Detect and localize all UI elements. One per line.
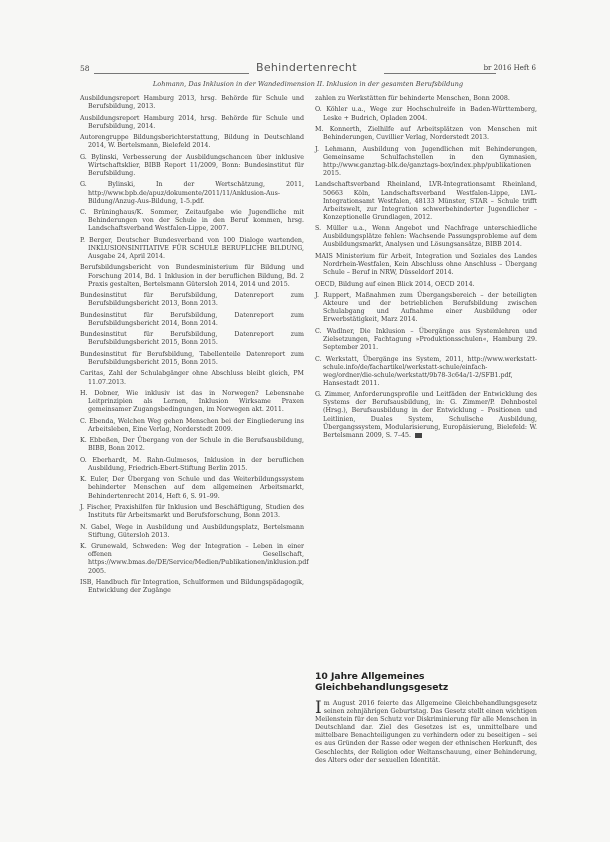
reference-entry: Caritas, Zahl der Schulabgänger ohne Abschluss bleibt gleich, PM 11.07.2013.	[80, 370, 304, 386]
reference-entry: Ausbildungsreport Hamburg 2014, hrsg. Behörde für Schule und Berufsbildung, 2014.	[80, 114, 304, 130]
reference-entry: K. Ebbeßen, Der Übergang von der Schule in die Berufsausbildung, BIBB, Bonn 2012.	[80, 437, 304, 453]
reference-entry: N. Gabel, Wege in Ausbildung und Ausbildungsplatz, Bertelsmann Stiftung, Gütersloh 2013.	[80, 523, 304, 539]
reference-entry: Bundesinstitut für Berufsbildung, Tabellenteile Datenreport zum Berufsbildungsbericht 2015, Bonn 2015.	[80, 350, 304, 366]
reference-entry: H. Dobner, Wie inklusiv ist das in Norwegen? Lebensnahe Leitprinzipien als Lernen, Inklusion Wirksame Praxen gemeinsamer Zugangsbedingungen, im Norwegen akt. 2011.	[80, 389, 304, 414]
end-of-article-marker	[415, 433, 422, 438]
reference-entry: O. Eberhardt, M. Rahn-Gulmesos, Inklusion in der beruflichen Ausbildung, Friedrich-Ebert-Stiftung Berlin 2015.	[80, 456, 304, 472]
header-rule-right	[384, 73, 496, 74]
reference-entry: C. Ebenda, Welchen Weg gehen Menschen bei der Eingliederung ins Arbeitsleben, Eine Verlag, Norderstedt 2009.	[80, 417, 304, 433]
reference-entry: P. Berger, Deutscher Bundesverband von 100 Dialoge wartenden, INKLUSIONSINITIATIVE FÜR SCHULE BERUFLICHE BILDUNG, Ausgabe 24, April 2014.	[80, 236, 304, 260]
right-reference-column	[315, 95, 537, 443]
reference-entry: G. Zimmer, Anforderungsprofile und Leitfäden der Entwicklung des Systems der Berufsausbildung, in: G. Zimmer/P. Dehnbostel (Hrsg.), Berufsausbildung in der Entwicklung – Positionen und Leitlinien, Duales System, Schulische Ausbildung, Übergangssystem, Modularisierung, Europäisierung, Bielefeld: W. Bertelsmann 2009, S. 7–45.	[315, 391, 537, 439]
reference-entry: M. Konnerth, Zielhilfe auf Arbeitsplätzen von Menschen mit Behinderungen, Cuvillier Verlag, Norderstedt 2013.	[315, 126, 537, 142]
reference-entry: Landschaftsverband Rheinland, LVR-Integrationsamt Rheinland, 50663 Köln, Landschaftsverband Westfalen-Lippe, LWL-Integrationsamt Westfalen, 48133 Münster, STAR – Schule trifft Arbeitswelt, zur Integration schwerbehinderter Jugendlicher – Konzeptionelle Grundlagen, 2012.	[315, 181, 537, 221]
reference-entry: C. Werkstatt, Übergänge ins System, 2011, http://www.werkstatt-schule.info/de/fachartikel/werkstatt-schule/einfach-weg/ordner/die-schule/werkstatt/9b78-3c64a/1-2/SFB1.pdf, Hansestadt 2011.	[315, 355, 537, 387]
reference-entry: Autorengruppe Bildungsberichterstattung, Bildung in Deutschland 2014, W. Bertelsmann, Bielefeld 2014.	[80, 134, 304, 150]
issue-label: br 2016 Heft 6	[483, 64, 536, 72]
drop-cap: I	[315, 698, 322, 718]
reference-entry: C. Brüninghaus/K. Sommer, Zeitaufgabe wie Jugendliche mit Behinderungen von der Schule in den Beruf kommen, hrsg. Landschaftsverband Westfalen-Lippe, 2007.	[80, 209, 304, 233]
article-body	[315, 700, 537, 765]
page-number: 58	[80, 64, 90, 73]
reference-entry: Berufsbildungsbericht von Bundesministerium für Bildung und Forschung 2014, Bd. 1 Inklusion in der beruflichen Bildung, Bd. 2 Praxis gestalten, Bertelsmann Gütersloh 2014, 2014 und 2015.	[80, 264, 304, 288]
reference-entry: O. Köhler u.a., Wege zur Hochschulreife in Baden-Württemberg, Leske + Budrich, Opladen 2004.	[315, 106, 537, 122]
reference-entry: MAIS Ministerium für Arbeit, Integration und Soziales des Landes Nordrhein-Westfalen, Kein Abschluss ohne Anschluss – Übergang Schule – Beruf in NRW, Düsseldorf 2014.	[315, 252, 537, 277]
article-section	[315, 672, 537, 765]
reference-entry: Bundesinstitut für Berufsbildung, Datenreport zum Berufsbildungsbericht 2015, Bonn 2015.	[80, 331, 304, 347]
reference-entry: J. Ruppert, Maßnahmen zum Übergangsbereich – der beteiligten Akteure und der betrieblichen Berufsbildung zwischen Schulabgang und Aufnahme einer Ausbildung oder Erwerbstätigkeit, Marz 2014.	[315, 292, 537, 324]
header-rule-left	[94, 73, 249, 74]
article-title: 10 Jahre Allgemeines Gleichbehandlungsgesetz	[315, 671, 449, 693]
running-subtitle: Lohmann, Das Inklusion in der Wandedimension II. Inklusion in der gesamten Berufsbildung	[152, 80, 464, 88]
reference-entry: zahlen zu Werkstätten für behinderte Menschen, Bonn 2008.	[315, 95, 510, 102]
reference-entry: Ausbildungsreport Hamburg 2013, hrsg. Behörde für Schule und Berufsbildung, 2013.	[80, 95, 304, 111]
reference-entry: Bundesinstitut für Berufsbildung, Datenreport zum Berufsbildungsbericht 2014, Bonn 2014.	[80, 311, 304, 327]
reference-entry: OECD, Bildung auf einen Blick 2014, OECD 2014.	[315, 280, 475, 288]
reference-entry: ISB, Handbuch für Integration, Schulformen und Bildungspädagogik, Entwicklung der Zugänge	[80, 578, 304, 595]
article-text: m August 2016 feierte das Allgemeine Gleichbehandlungsgesetz seinen zehnjährigen Geburtstag. Das Gesetz stellt einen wichtigen Meilenstein für den Schutz vor Diskriminierung für alle Menschen in Deutschland dar. Ziel des Gesetzes ist es, unmittelbare und mittelbare Benachteiligungen zu verhindern oder zu beseitigen – sei es aus Gründen der Rasse oder wegen der ethnischen Herkunft, des Geschlechts, der Religion oder Weltanschauung, einer Behinderung, des Alters oder der sexuellen Identität.	[315, 700, 537, 764]
running-header	[80, 61, 536, 78]
reference-entry: J. Lehmann, Ausbildung von Jugendlichen mit Behinderungen, Gemeinsame Schulfachstellen in den Gymnasien, http://www.ganztag-blk.de/ganztags-box/index.php/publikationen 2015.	[315, 145, 537, 177]
reference-entry: K. Euler, Der Übergang von Schule und das Weiterbildungssystem behinderter Menschen auf dem allgemeinen Arbeitsmarkt, Behindertenrecht 2014, Heft 6, S. 91–99.	[80, 476, 304, 500]
left-reference-column	[80, 95, 309, 599]
reference-entry: J. Fischer, Praxishilfen für Inklusion und Beschäftigung, Studien des Instituts für Arbeitsmarkt und Berufsforschung, Bonn 2013.	[80, 504, 304, 520]
reference-entry: C. Wadlner, Die Inklusion – Übergänge aus Systemlehren und Zielsetzungen, Fachtagung »Produktionsschulen«, Hamburg 29. September 2011.	[315, 327, 537, 352]
reference-entry: S. Müller u.a., Wenn Angebot und Nachfrage unterschiedliche Ausbildungsplätze fehlen: Wachsende Passungsprobleme auf dem Ausbildungsmarkt, Analysen und Lösungsansätze, BIBB 2014.	[315, 225, 537, 249]
reference-entry: K. Grunewald, Schweden: Weg der Integration – Leben in einer offenen Gesellschaft, https://www.bmas.de/DE/Service/Medien/Publikationen/inklusion.pdf 2005.	[80, 543, 309, 575]
magazine-title: Behindertenrecht	[256, 61, 357, 74]
reference-entry: G. Bylinski, Verbesserung der Ausbildungschancen über inklusive Wirtschaftsklier, BIBB Report 11/2009, Bonn: Bundesinstitut für Berufsbildung.	[80, 153, 304, 177]
reference-entry: Bundesinstitut für Berufsbildung, Datenreport zum Berufsbildungsbericht 2013, Bonn 2013.	[80, 292, 304, 308]
reference-entry: G. Bylinski, In der Wertschätzung, 2011, http://www.bpb.de/apuz/dokumente/2011/11/Anklusion-Aus-Bildung/Anzug-Aus-Bildung, 1-5.pdf.	[80, 181, 304, 205]
